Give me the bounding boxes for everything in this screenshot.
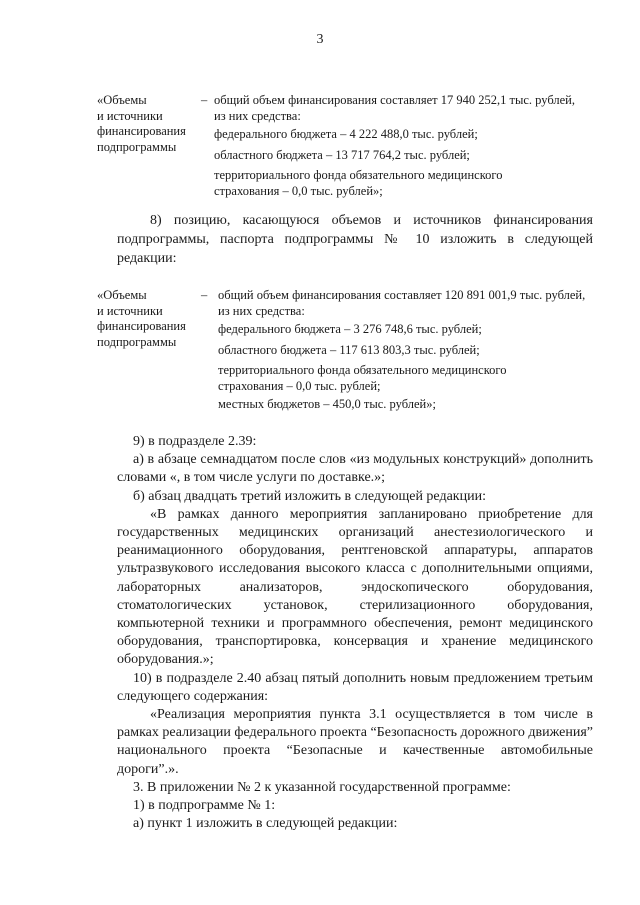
paragraph-8-text: 8) позицию, касающуюся объемов и источников финансирования подпрограммы, паспорта подпрограммы № 10 изложить в следующей редакции: [117,213,593,266]
value-line: общий объем финансирования составляет 120 891 001,9 тыс. рублей, [218,288,586,302]
label-line: подпрограммы [97,334,177,349]
table-values [214,93,599,202]
section-3: 3. В приложении № 2 к указанной государственной программе: [133,779,511,795]
label-line: финансирования [97,319,186,333]
value-line: областного бюджета – 13 717 764,2 тыс. рублей; [214,147,470,162]
item-9a: а) в абзаце семнадцатом после слов «из модульных конструкций» дополнить словами «, в том числе услуги по доставке.»; [117,452,593,486]
value-line: из них средства: [214,108,301,123]
value-line: общий объем финансирования составляет 17 940 252,1 тыс. рублей, [214,93,575,107]
label-line: и источники [97,108,163,123]
label-line: финансирования [97,124,186,138]
item-10-quote: «Реализация мероприятия пункта 3.1 осуществляется в том числе в рамках реализации федерального проекта “Безопасность дорожного движения” национального проекта “Безопасные и качественные автомобильные дороги”.». [117,707,593,777]
item-9: 9) в подразделе 2.39: [133,434,257,449]
value-line: территориального фонда обязательного медицинского [214,168,503,182]
table-label [97,93,197,155]
value-line: страхования – 0,0 тыс. рублей»; [214,183,383,198]
item-10: 10) в подразделе 2.40 абзац пятый дополнить новым предложением третьим следующего содержания: [117,670,593,704]
value-line: территориального фонда обязательного медицинского [218,363,507,377]
table-label [97,288,197,350]
item-9b: б) абзац двадцать третий изложить в следующей редакции: [133,488,486,504]
document-body [117,433,593,833]
dash-separator: – [201,288,208,302]
value-line: страхования – 0,0 тыс. рублей; [218,378,381,393]
label-line: подпрограммы [97,139,177,154]
label-line: и источники [97,303,163,318]
label-line: «Объемы [97,288,147,302]
page-number: 3 [316,32,324,47]
item-9b-quote: «В рамках данного мероприятия запланировано приобретение для государственных медицинских организаций анестезиологического и реанимационного оборудования, рентгеновской аппаратуры, аппаратов ультразвукового исследования высокого класса с дополнительными опциями, лабораторных анализаторов, эндоскопического оборудования, стоматологических установок, стерилизационного оборудования, компьютерной техники и программного обеспечения, ремонт медицинского оборудования, транспортировка, консервация и хранение медицинского оборудования.»; [117,506,593,668]
section-3-item-1: 1) в подпрограмме № 1: [133,798,276,814]
paragraph-8 [117,211,593,268]
label-line: «Объемы [97,93,147,107]
value-line: областного бюджета – 117 613 803,3 тыс. рублей; [218,342,480,357]
section-3-item-1a: а) пункт 1 изложить в следующей редакции: [133,816,398,832]
dash-separator: – [201,93,208,107]
value-line: из них средства: [218,303,305,318]
value-line: местных бюджетов – 450,0 тыс. рублей»; [218,397,436,411]
value-line: федерального бюджета – 4 222 488,0 тыс. рублей; [214,127,478,141]
value-line: федерального бюджета – 3 276 748,6 тыс. рублей; [218,322,482,336]
table-values [218,288,603,416]
